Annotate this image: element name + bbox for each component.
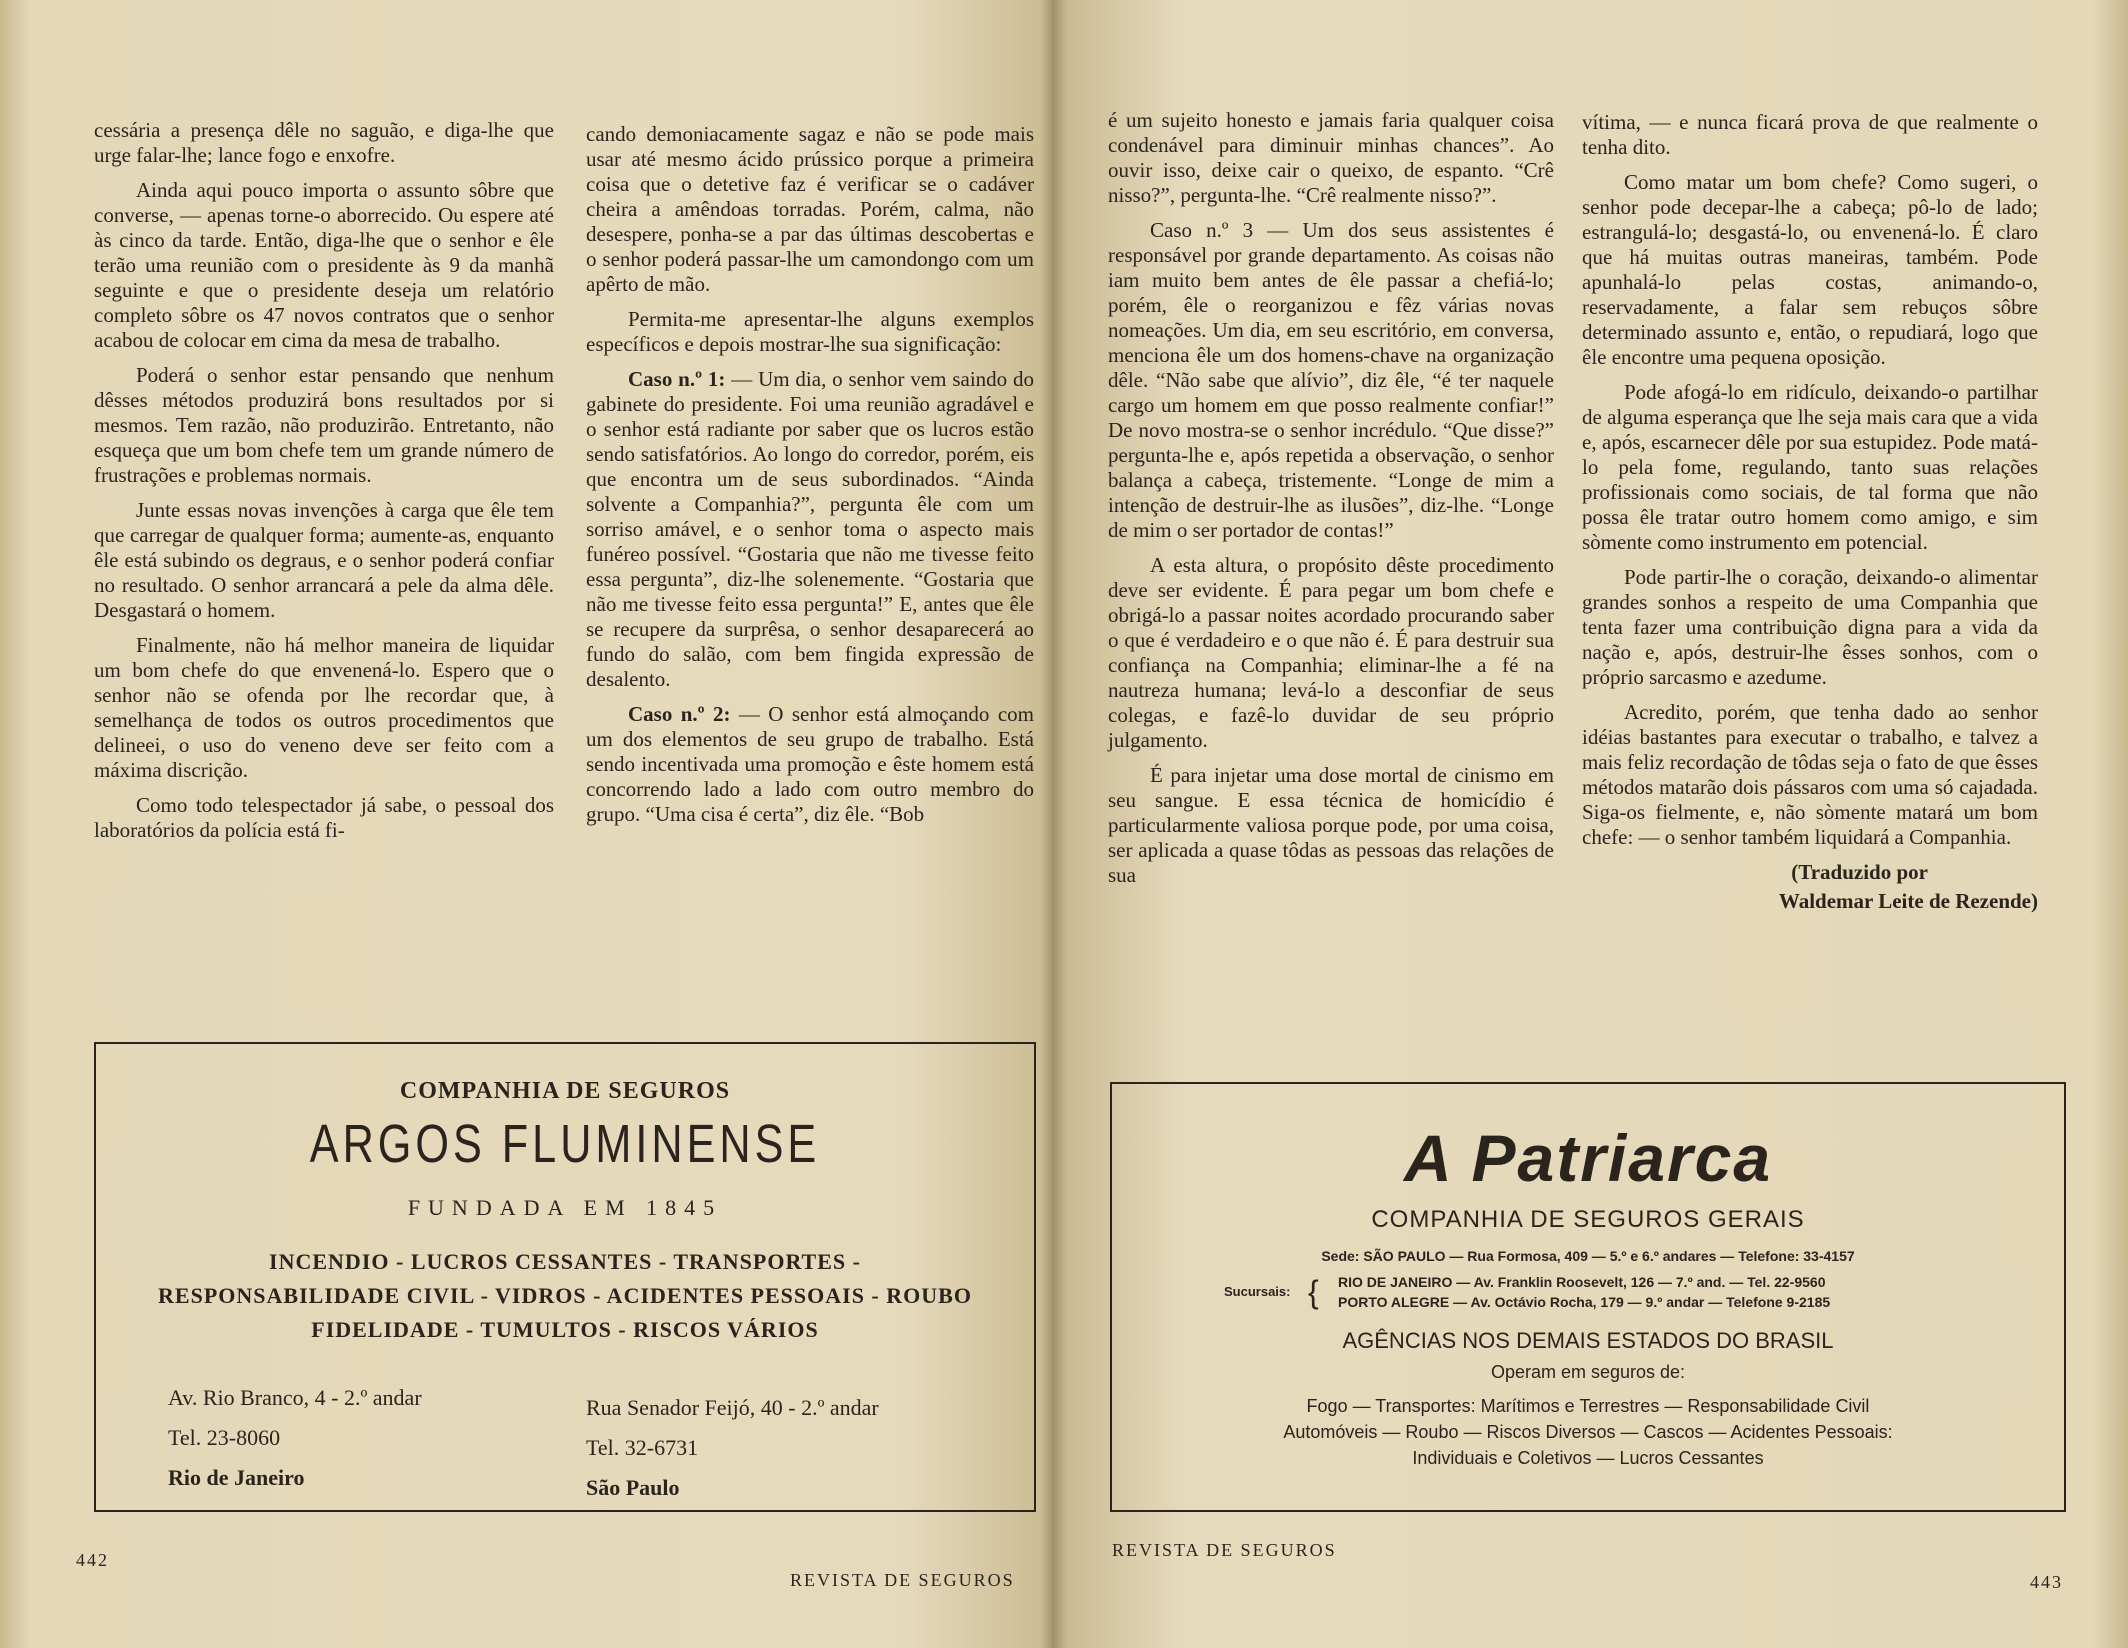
ad-branch: PORTO ALEGRE — Av. Octávio Rocha, 179 — 9.º andar — Telefone 9-2185	[1338, 1294, 1831, 1310]
ad-insurance-line: Automóveis — Roubo — Riscos Diversos — Cascos — Acidentes Pessoais:	[1283, 1422, 1893, 1442]
ad-branch-list	[1338, 1272, 1830, 1312]
paragraph: Permita-me apresentar-lhe alguns exemplos específicos e depois mostrar-lhe sua significação:	[586, 307, 1034, 356]
ad-company-name: A Patriarca	[1403, 1121, 1773, 1195]
advertisement-argos-fluminense	[94, 1042, 1036, 1512]
paragraph: É para injetar uma dose mortal de cinismo em seu sangue. E essa técnica de homicídio é particularmente valiosa porque pode, por uma coisa, ser aplicada a quase tôdas as pessoas das relações de sua	[1108, 763, 1554, 887]
ad-insurance-line: Fogo — Transportes: Marítimos e Terrestres — Responsabilidade Civil	[1306, 1396, 1870, 1416]
ad-lines-of-insurance-2: FIDELIDADE - TUMULTOS - RISCOS VÁRIOS	[311, 1317, 819, 1342]
running-footer: REVISTA DE SEGUROS	[790, 1570, 1015, 1590]
ad-branch: RIO DE JANEIRO — Av. Franklin Roosevelt, 126 — 7.º and. — Tel. 22-9560	[1338, 1274, 1826, 1290]
ad-founded: FUNDADA EM 1845	[407, 1195, 723, 1220]
ad-city: São Paulo	[586, 1475, 680, 1500]
paragraph-caso-1	[586, 367, 1034, 692]
ad-city: Rio de Janeiro	[168, 1465, 305, 1490]
paragraph: Poderá o senhor estar pensando que nenhum dêsses métodos produzirá bons resultados por si mesmos. Tem razão, não produzirão. Entretanto, não esqueça que um bom chefe tem um grande número de frustrações e problemas normais.	[94, 363, 554, 487]
ad-headquarters: Sede: SÃO PAULO — Rua Formosa, 409 — 5.º e 6.º andares — Telefone: 33-4157	[1321, 1248, 1855, 1264]
translator-credit-line-1: (Traduzido por	[1791, 860, 1928, 884]
right-column-2	[1582, 110, 2038, 914]
paragraph: vítima, — e nunca ficará prova de que realmente o tenha dito.	[1582, 110, 2038, 159]
paragraph: Pode partir-lhe o coração, deixando-o alimentar grandes sonhos a respeito de uma Companhia que tenta fazer uma contribuição digna para a vida da nação e, após, destruir-lhe êsses sonhos, com o próprio sarcasmo e azedume.	[1582, 565, 2038, 689]
paragraph: Pode afogá-lo em ridículo, deixando-o partilhar de alguma esperança que lhe seja mais cara que a vida e, após, escarnecer dêle por sua estupidez. Pode matá-lo pela fome, regulando, tanto suas relações profissionais como sociais, de tal forma que não possa êle tratar outro homem como amigo, e sim sòmente como instrumento em potencial.	[1582, 380, 2038, 554]
caso-label: Caso n.º 3	[1150, 218, 1254, 242]
caso-text: — Um dos seus assistentes é responsável por grande departamento. As coisas não iam muito bem antes de êle passar a chefiá-lo; porém, êle o reorganizou e fêz várias novas nomeações. Um dia, em seu escritório, em conversa, menciona êle um dos homens-chave na organização dêle. “Não sabe que alívio”, diz êle, “é ter naquele cargo um homem em que posso realmente confiar!” De novo mostra-se o senhor incrédulo. “Que disse?” pergunta-lhe e, após repetida a observação, o senhor balança a cabeça, tristemente. “Longe de mim a intenção de destruir-lhe as ilusões”, diz-lhe. “Longe de mim o ser portador de contas!”	[1108, 218, 1554, 542]
ad-phone: Tel. 32-6731	[586, 1435, 699, 1460]
paragraph-caso-2	[586, 702, 1034, 827]
caso-text: — O senhor está almoçando com um dos elementos de seu grupo de trabalho. Está sendo incentivada uma promoção e êste homem está concorrendo lado a lado com outro membro do grupo. “Uma cisa é certa”, diz êle. “Bob	[586, 702, 1034, 826]
ad-company-name: ARGOS FLUMINENSE	[309, 1114, 821, 1174]
ad-company-label: COMPANHIA DE SEGUROS	[399, 1078, 731, 1104]
paragraph: A esta altura, o propósito dêste procedimento deve ser evidente. É para pegar um bom chefe e obrigá-lo a passar noites acordado procurando saber o que é verdadeiro e o que não é. É para destruir sua confiança na Companhia; eliminar-lhe a fé na nautreza humana; levá-lo a desconfiar de seus colegas, e fazê-lo duvidar de seu próprio julgamento.	[1108, 553, 1554, 752]
paragraph-caso-3	[1108, 218, 1554, 543]
paragraph: Como todo telespectador já sabe, o pessoal dos laboratórios da polícia está fi-	[94, 793, 554, 842]
ad-phone: Tel. 23-8060	[168, 1425, 281, 1450]
left-page	[0, 0, 1052, 1648]
paragraph: Como matar um bom chefe? Como sugeri, o senhor pode decepar-lhe a cabeça; pô-lo de lado; estrangulá-lo; desgastá-lo, ou envenená-lo. É claro que há muitas outras maneiras, também. Pode apunhalá-lo pelas costas, animando-o, reservadamente, a falar sem rebuços sôbre determinado assunto e, então, o repudiará, logo que êle encontre uma pequena oposição.	[1582, 170, 2038, 369]
ad-agencies: AGÊNCIAS NOS DEMAIS ESTADOS DO BRASIL	[1342, 1328, 1834, 1353]
paragraph: cando demoniacamente sagaz e não se pode mais usar até mesmo ácido prússico porque a primeira coisa que o detetive faz é verificar se o cadáver cheira a amêndoas torradas. Porém, calma, não desespere, ponha-se a par das últimas descobertas e o senhor poderá passar-lhe um camondongo com um apêrto de mão.	[586, 122, 1034, 296]
caso-text: — Um dia, o senhor vem saindo do gabinete do presidente. Foi uma reunião agradável e o senhor está radiante por saber que os lucros estão sendo satisfatórios. Ao longo do corredor, porém, eis que encontra um de seus subordinados. “Ainda solvente a Companhia?”, pergunta êle com um sorriso amável, e o senhor toma o aspecto mais funéreo possível. “Gostaria que não me tivesse feito essa pergunta”, diz-lhe solenemente. “Gostaria que não me tivesse feito essa pergunta!” E, antes que êle se recupere da surprêsa, o senhor desaparecerá ao fundo do salão, com bem fingida expressão de desalento.	[586, 367, 1035, 691]
paragraph: Finalmente, não há melhor maneira de liquidar um bom chefe do que envenená-lo. Espero que o senhor não se ofenda por lhe recordar que, à semelhança de todos os outros procedimentos que delineei, o uso do veneno deve ser feito com a máxima discrição.	[94, 633, 554, 782]
paragraph: Acredito, porém, que tenha dado ao senhor idéias bastantes para executar o trabalho, e talvez a mais feliz recordação de tôdas seja o fato de que êsses métodos matarão dois pássaros com uma só cajadada. Siga-os fielmente, e, não sòmente matará um bom chefe: — o senhor também liquidará a Companhia.	[1582, 700, 2038, 849]
paragraph: Ainda aqui pouco importa o assunto sôbre que converse, — apenas torne-o aborrecido. Ou espere até às cinco da tarde. Então, diga-lhe que o senhor e êle terão uma reunião com o presidente às 9 da manhã seguinte e que o presidente deseja um relatório completo sôbre os 47 novos contratos que o senhor acabou de colocar em cima da mesa de trabalho.	[94, 178, 554, 352]
ad-operates-in: Operam em seguros de:	[1490, 1362, 1686, 1382]
paragraph: cessária a presença dêle no saguão, e diga-lhe que urge falar-lhe; lance fogo e enxofre.	[94, 118, 554, 167]
ad-company-subtitle: COMPANHIA DE SEGUROS GERAIS	[1371, 1206, 1805, 1233]
left-column-2	[586, 122, 1034, 837]
right-page	[1052, 0, 2128, 1648]
caso-label: Caso n.º 2:	[628, 702, 731, 726]
page-number: 442	[76, 1550, 109, 1570]
left-column-1	[94, 118, 554, 853]
advertisement-a-patriarca	[1110, 1082, 2066, 1512]
caso-label: Caso n.º 1:	[628, 367, 726, 391]
translator-credit-line-2: Waldemar Leite de Rezende)	[1778, 889, 2038, 913]
running-footer: REVISTA DE SEGUROS	[1112, 1540, 1337, 1560]
ad-branches	[1112, 1272, 2064, 1316]
ad-address: Rua Senador Feijó, 40 - 2.º andar	[586, 1395, 879, 1420]
brace-icon: {	[1308, 1274, 1319, 1310]
ad-lines-of-insurance: INCENDIO - LUCROS CESSANTES - TRANSPORTES - RESPONSABILIDADE CIVIL - VIDROS - ACIDENTES PESSOAIS - ROUBO	[158, 1249, 972, 1308]
ad-insurance-lines	[1112, 1393, 2064, 1471]
page-number: 443	[2030, 1572, 2063, 1592]
ad-address-rio	[168, 1378, 422, 1498]
ad-address: Av. Rio Branco, 4 - 2.º andar	[168, 1385, 422, 1410]
ad-insurance-line: Individuais e Coletivos — Lucros Cessantes	[1412, 1448, 1764, 1468]
paragraph: é um sujeito honesto e jamais faria qualquer coisa condenável para diminuir minhas chances”. Ao ouvir isso, deixe cair o queixo, de espanto. “Crê nisso?”, pergunta-lhe. “Crê realmente nisso?”.	[1108, 108, 1554, 207]
right-column-1	[1108, 108, 1554, 898]
paragraph: Junte essas novas invenções à carga que êle tem que carregar de qualquer forma; aumente-as, enquanto êle está subindo os degraus, e o senhor poderá confiar no resultado. O senhor arrancará a pele da alma dêle. Desgastará o homem.	[94, 498, 554, 622]
ad-branches-label: Sucursais:	[1224, 1284, 1291, 1299]
ad-address-sp	[586, 1388, 879, 1508]
